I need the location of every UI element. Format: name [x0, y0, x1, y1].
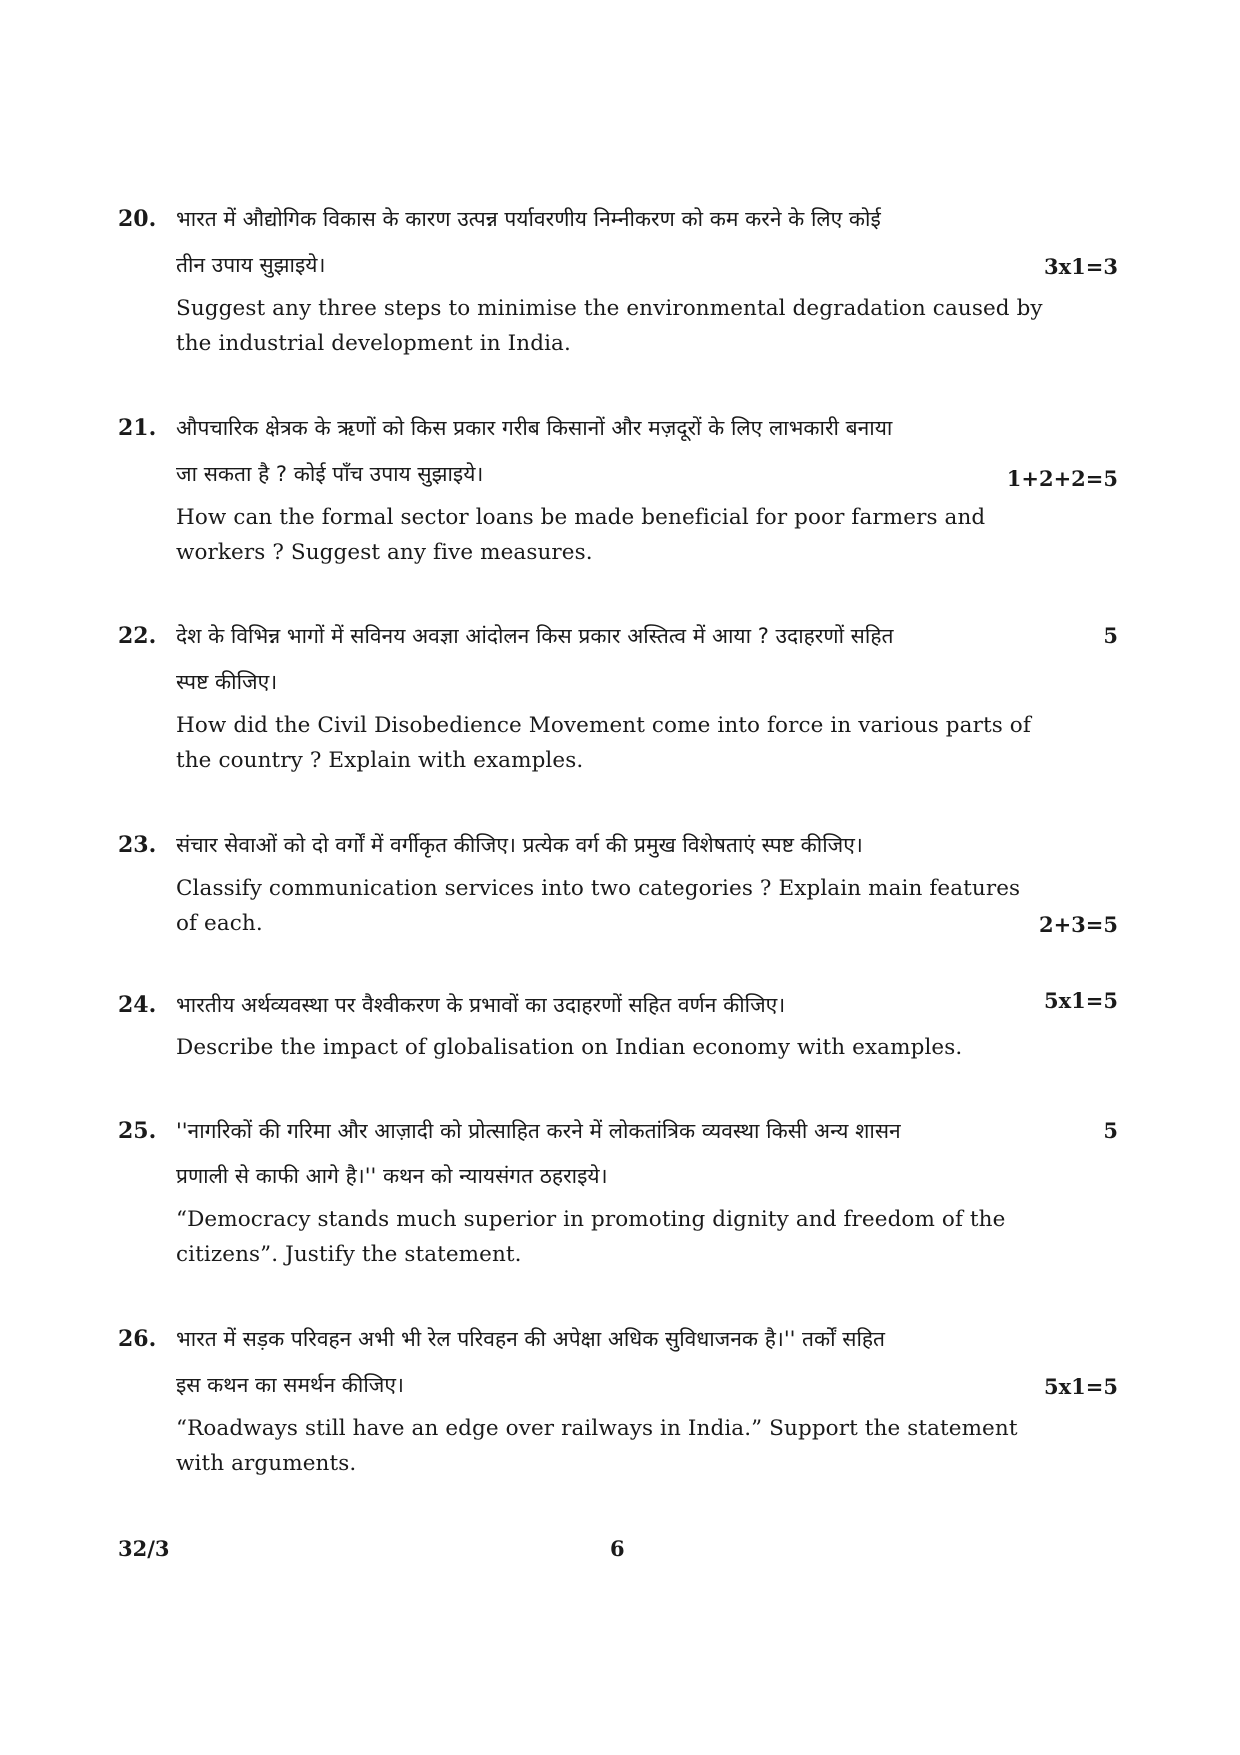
question-number: 25. [118, 1118, 157, 1144]
marks-label: 5 [1103, 623, 1118, 648]
english-text-line: “Roadways still have an edge over railways in India.” Support the statement [176, 1416, 1018, 1441]
marks-label: 5x1=5 [1044, 1374, 1118, 1399]
hindi-text-line: देश के विभिन्न भागों में सविनय अवज्ञा आंदोलन किस प्रकार अस्तित्व में आया ? उदाहरणों सहित [176, 624, 894, 648]
english-text-line: citizens”. Justify the statement. [176, 1242, 522, 1267]
hindi-text-line: औपचारिक क्षेत्रक के ऋणों को किस प्रकार गरीब किसानों और मज़दूरों के लिए लाभकारी बनाया [176, 416, 893, 440]
hindi-text-line: जा सकता है ? कोई पाँच उपाय सुझाइये। [176, 462, 484, 486]
english-text-line: How can the formal sector loans be made beneficial for poor farmers and [176, 505, 986, 530]
hindi-text-line: स्पष्ट कीजिए। [176, 670, 278, 694]
page-number: 6 [610, 1536, 625, 1561]
question-number: 21. [118, 415, 157, 441]
marks-label: 5 [1103, 1118, 1118, 1143]
hindi-text-line: इस कथन का समर्थन कीजिए। [176, 1373, 404, 1397]
english-text-line: with arguments. [176, 1451, 357, 1476]
english-text-line: the country ? Explain with examples. [176, 748, 584, 773]
marks-label: 1+2+2=5 [1006, 466, 1118, 491]
hindi-text-line: प्रणाली से काफी आगे है।'' कथन को न्यायसंगत ठहराइये। [176, 1164, 608, 1188]
hindi-text-line: संचार सेवाओं को दो वर्गों में वर्गीकृत कीजिए। प्रत्येक वर्ग की प्रमुख विशेषताएं स्पष्ट कीजिए। [176, 833, 863, 857]
english-text-line: Classify communication services into two categories ? Explain main features [176, 876, 1021, 901]
english-text-line: Suggest any three steps to minimise the environmental degradation caused by [176, 296, 1043, 321]
question-number: 23. [118, 832, 157, 858]
hindi-text-line: भारत में सड़क परिवहन अभी भी रेल परिवहन की अपेक्षा अधिक सुविधाजनक है।'' तर्कों सहित [176, 1327, 886, 1351]
english-text-line: of each. [176, 911, 263, 936]
marks-label: 5x1=5 [1044, 988, 1118, 1013]
english-text-line: workers ? Suggest any five measures. [176, 540, 593, 565]
question-number: 22. [118, 623, 157, 649]
english-text-line: Describe the impact of globalisation on Indian economy with examples. [176, 1035, 963, 1060]
question-number: 20. [118, 206, 157, 232]
hindi-text-line: तीन उपाय सुझाइये। [176, 253, 326, 277]
marks-label: 2+3=5 [1038, 912, 1118, 937]
question-number: 26. [118, 1326, 157, 1352]
paper-code: 32/3 [118, 1536, 170, 1561]
hindi-text-line: ''नागरिकों की गरिमा और आज़ादी को प्रोत्साहित करने में लोकतांत्रिक व्यवस्था किसी अन्य शासन [176, 1119, 901, 1143]
marks-label: 3x1=3 [1044, 254, 1118, 279]
english-text-line: “Democracy stands much superior in promoting dignity and freedom of the [176, 1207, 1006, 1232]
question-number: 24. [118, 992, 157, 1018]
english-text-line: How did the Civil Disobedience Movement come into force in various parts of [176, 713, 1031, 738]
hindi-text-line: भारत में औद्योगिक विकास के कारण उत्पन्न पर्यावरणीय निम्नीकरण को कम करने के लिए कोई [176, 207, 881, 231]
english-text-line: the industrial development in India. [176, 331, 571, 356]
hindi-text-line: भारतीय अर्थव्यवस्था पर वैश्वीकरण के प्रभावों का उदाहरणों सहित वर्णन कीजिए। [176, 993, 786, 1017]
